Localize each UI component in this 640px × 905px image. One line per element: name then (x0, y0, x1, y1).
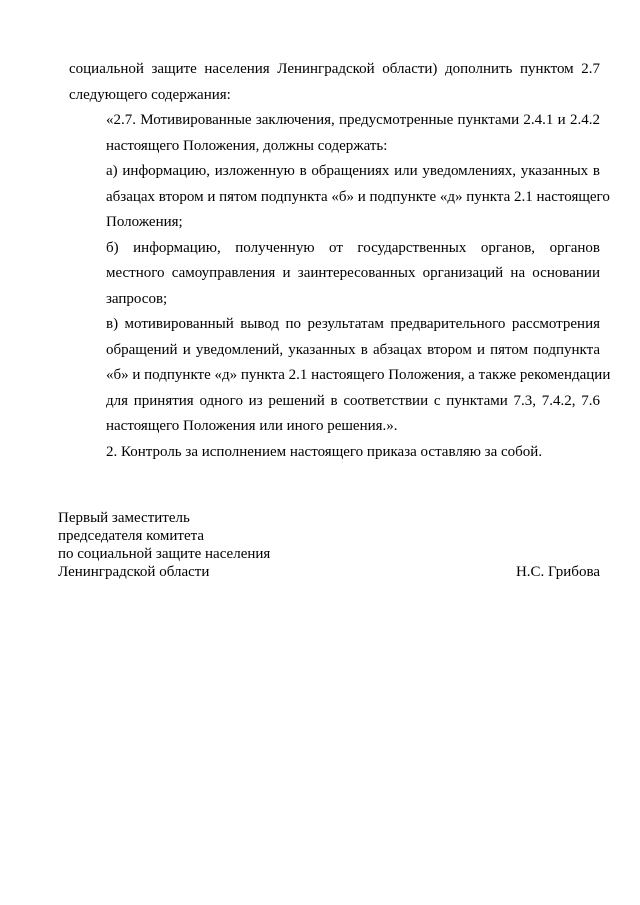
paragraph-item-b (69, 236, 600, 313)
signatory-title-line: Первый заместитель (58, 510, 190, 526)
text-line: местного самоуправления и заинтересованных организаций на основании (106, 265, 600, 281)
paragraph-control (69, 440, 600, 466)
paragraph (69, 57, 600, 108)
signatory-title-line: Ленинградской области (58, 564, 210, 580)
text-line: социальной защите населения Ленинградской области) дополнить пунктом 2.7 (69, 61, 600, 77)
text-line: настоящего Положения или иного решения.». (106, 418, 398, 434)
signatory-name: Н.С. Грибова (515, 564, 600, 580)
paragraph-item-a (69, 159, 610, 236)
text-line: а) информацию, изложенную в обращениях или уведомлениях, указанных в (106, 163, 600, 179)
text-line: в) мотивированный вывод по результатам предварительного рассмотрения (106, 316, 600, 332)
text-line: Положения; (106, 214, 183, 230)
text-line: обращений и уведомлений, указанных в абзацах втором и пятом подпункта (106, 341, 600, 358)
signatory-title-line: председателя комитета (58, 528, 205, 544)
document-body (69, 57, 611, 465)
text-line: 2. Контроль за исполнением настоящего приказа оставляю за собой. (106, 443, 543, 460)
signature-block (58, 509, 600, 581)
text-line: для принятия одного из решений в соответствии с пунктами 7.3, 7.4.2, 7.6 (106, 392, 600, 409)
text-line: б) информацию, полученную от государственных органов, органов (106, 239, 600, 256)
text-line: настоящего Положения, должны содержать: (106, 137, 388, 154)
text-line: «б» и подпункте «д» пункта 2.1 настоящего Положения, а также рекомендации (106, 367, 611, 383)
paragraph-2-7 (69, 108, 600, 159)
text-line: следующего содержания: (69, 86, 231, 103)
text-line: абзацах втором и пятом подпункта «б» и подпункте «д» пункта 2.1 настоящего (106, 188, 610, 205)
text-line: запросов; (106, 290, 168, 307)
paragraph-item-v (69, 312, 611, 440)
text-line: «2.7. Мотивированные заключения, предусмотренные пунктами 2.4.1 и 2.4.2 (106, 112, 600, 128)
signatory-title-line: по социальной защите населения (58, 546, 271, 562)
